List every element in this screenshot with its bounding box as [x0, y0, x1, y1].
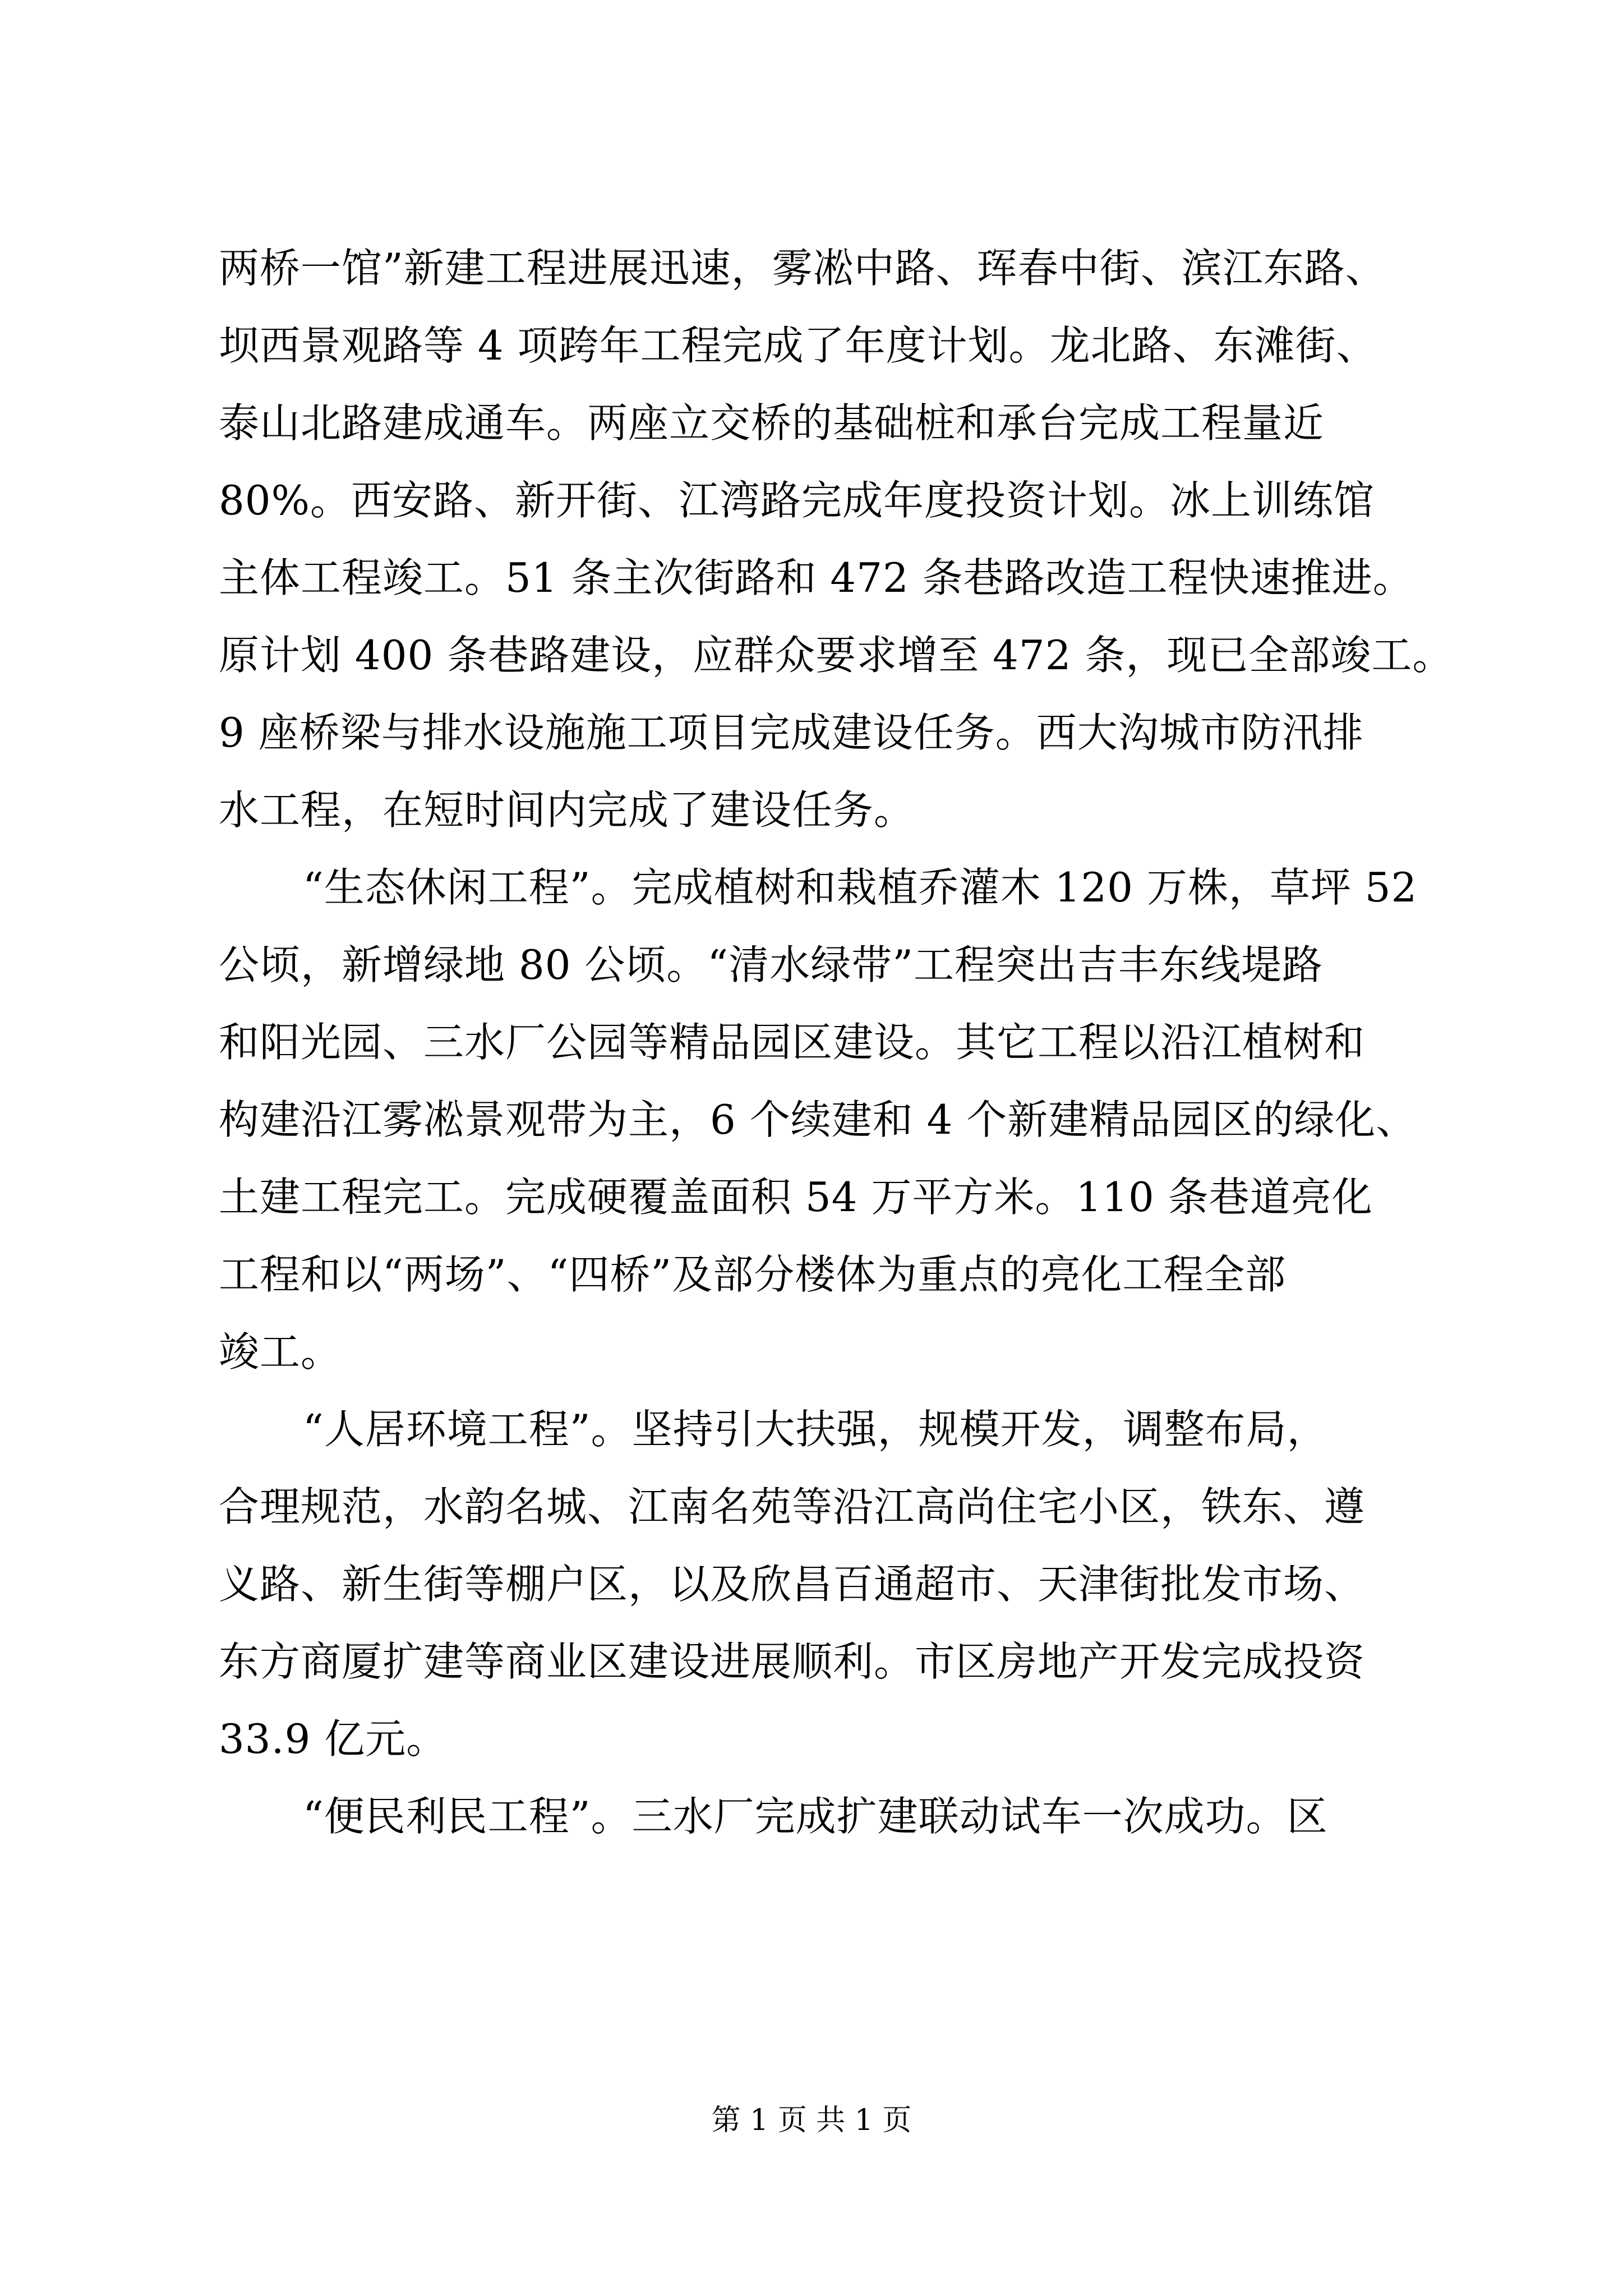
text-line: 构建沿江雾凇景观带为主，6 个续建和 4 个新建精品园区的绿化、 [219, 1096, 1417, 1143]
text-line: 80%。西安路、新开街、江湾路完成年度投资计划。冰上训练馆 [219, 477, 1375, 524]
text-line: 9 座桥梁与排水设施施工项目完成建设任务。西大沟城市防汛排 [219, 709, 1364, 756]
text-line: 原计划 400 条巷路建设，应群众要求增至 472 条，现已全部竣工。 [219, 632, 1454, 679]
text-line: 和阳光园、三水厂公园等精品园区建设。其它工程以沿江植树和 [219, 1019, 1366, 1066]
paragraph-start-line: “人居环境工程”。坚持引大扶强，规模开发，调整布局， [303, 1406, 1328, 1453]
page-number-footer: 第 1 页 共 1 页 [711, 2104, 912, 2137]
text-line: 泰山北路建成通车。两座立交桥的基础桩和承台完成工程量近 [219, 399, 1325, 447]
text-line: 两桥一馆”新建工程进展迅速，雾凇中路、珲春中街、滨江东路、 [219, 245, 1386, 292]
text-line: 水工程，在短时间内完成了建设任务。 [219, 786, 915, 834]
text-line: 义路、新生街等棚户区，以及欣昌百通超市、天津街批发市场、 [219, 1561, 1366, 1608]
text-line: 东方商厦扩建等商业区建设进展顺利。市区房地产开发完成投资 [219, 1638, 1366, 1685]
text-line: 土建工程完工。完成硬覆盖面积 54 万平方米。110 条巷道亮化 [219, 1174, 1373, 1221]
text-line: 工程和以“两场”、“四桥”及部分楼体为重点的亮化工程全部 [219, 1251, 1287, 1298]
text-line: 坝西景观路等 4 项跨年工程完成了年度计划。龙北路、东滩街、 [219, 322, 1377, 369]
text-line: 公顷，新增绿地 80 公顷。“清水绿带”工程突出吉丰东线堤路 [219, 941, 1324, 988]
paragraph-start-line: “便民利民工程”。三水厂完成扩建联动试车一次成功。区 [303, 1793, 1328, 1840]
paragraph-start-line: “生态休闲工程”。完成植树和栽植乔灌木 120 万株，草坪 52 [303, 864, 1418, 911]
text-line: 竣工。 [219, 1328, 342, 1375]
text-line: 主体工程竣工。51 条主次街路和 472 条巷路改造工程快速推进。 [219, 554, 1414, 601]
text-line: 合理规范，水韵名城、江南名苑等沿江高尚住宅小区，铁东、遵 [219, 1483, 1366, 1530]
text-line: 33.9 亿元。 [219, 1715, 448, 1763]
